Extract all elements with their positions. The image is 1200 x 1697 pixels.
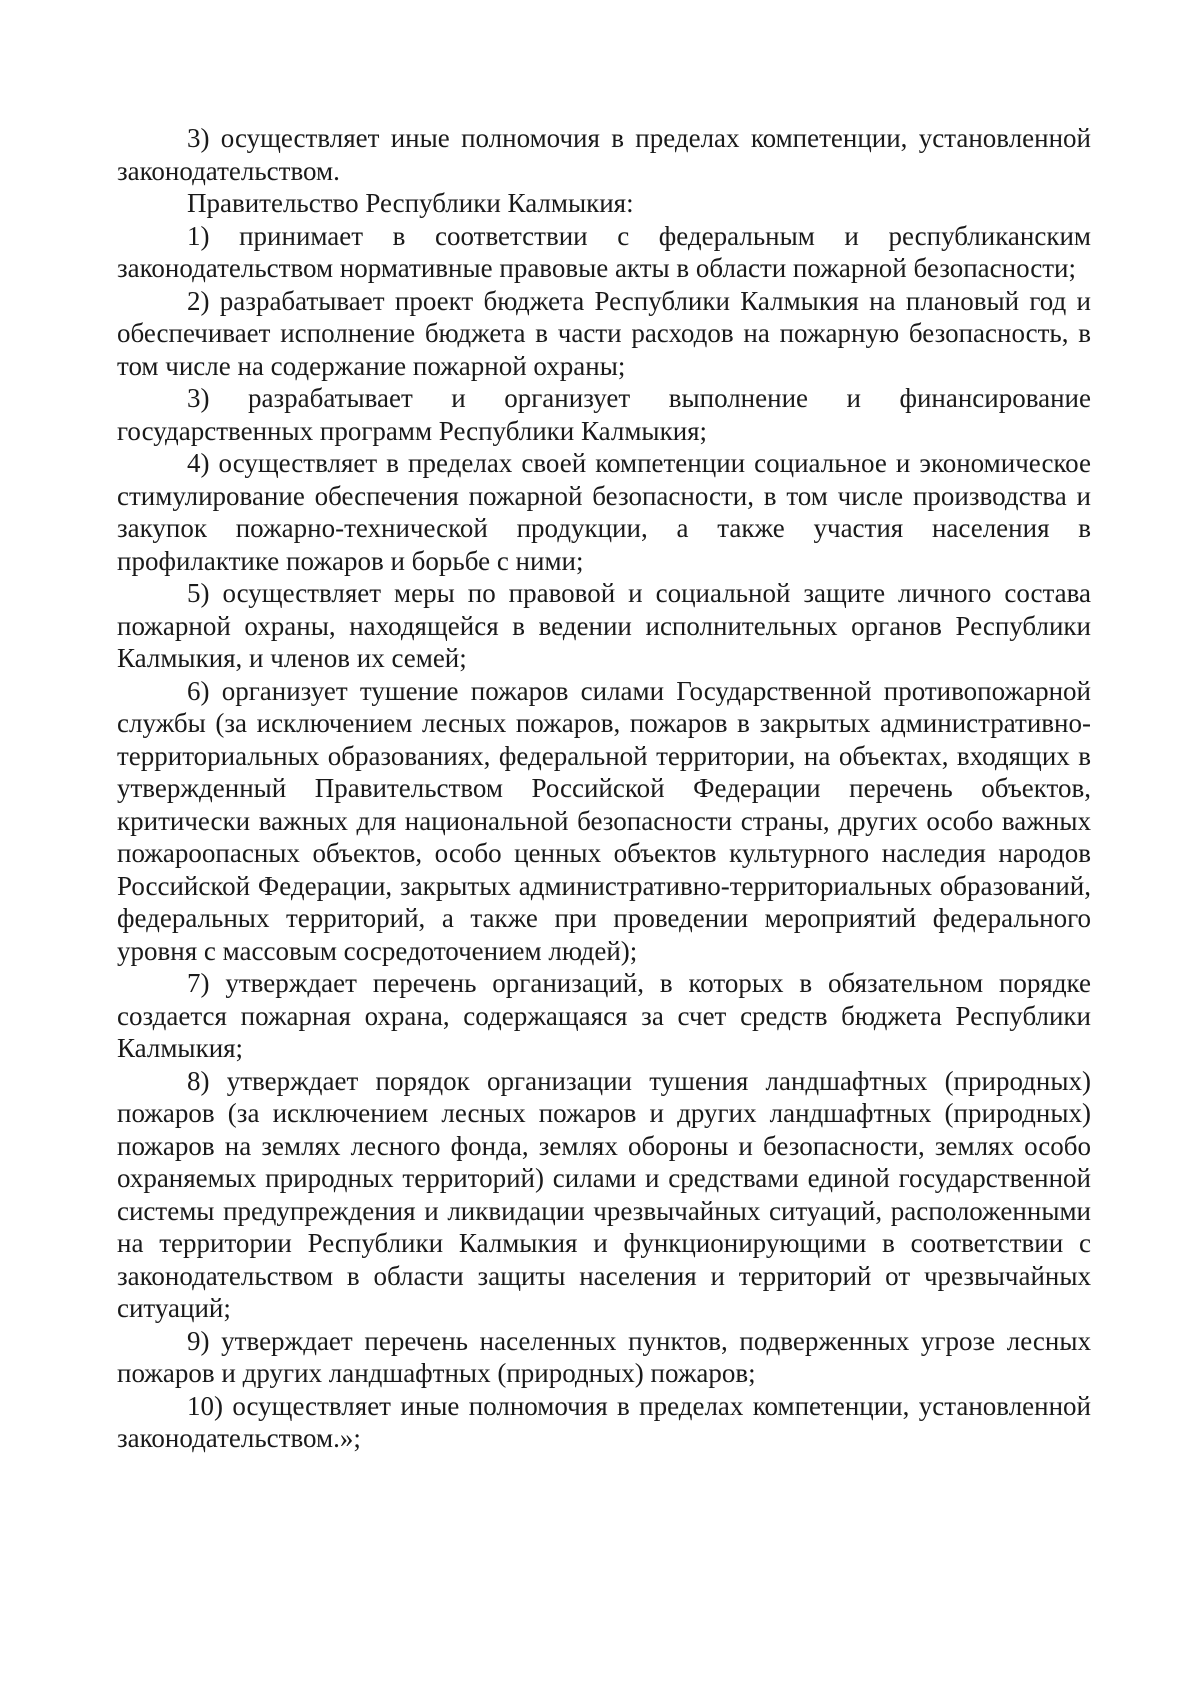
paragraph-item-3: 3) разрабатывает и организует выполнение и финансирование государственных программ Республики Калмыкия;	[117, 383, 1091, 446]
paragraph-item-8: 8) утверждает порядок организации тушения ландшафтных (природных) пожаров (за исключением лесных пожаров и других ландшафтных (природных) пожаров на землях лесного фонда, землях обороны и безопасности, землях особо охраняемых природных территорий) силами и средствами единой государственной системы предупреждения и ликвидации чрезвычайных ситуаций, расположенными на территории Республики Калмыкия и функционирующими в соответствии с законодательством в области защиты населения и территорий от чрезвычайных ситуаций;	[117, 1065, 1091, 1323]
paragraph-government-heading: Правительство Республики Калмыкия:	[187, 188, 634, 218]
paragraph-item-4: 4) осуществляет в пределах своей компетенции социальное и экономическое стимулирование обеспечения пожарной безопасности, в том числе производства и закупок пожарно-технической продукции, а также участия населения в профилактике пожаров и борьбе с ними;	[117, 448, 1091, 576]
paragraph-item-2: 2) разрабатывает проект бюджета Республики Калмыкия на плановый год и обеспечивает исполнение бюджета в части расходов на пожарную безопасность, в том числе на содержание пожарной охраны;	[117, 285, 1091, 381]
paragraph-item-10: 10) осуществляет иные полномочия в пределах компетенции, установленной законодательством.»;	[117, 1390, 1091, 1453]
paragraph-item-1: 1) принимает в соответствии с федеральным и республиканским законодательством нормативные правовые акты в области пожарной безопасности;	[117, 220, 1091, 283]
paragraph-item-5: 5) осуществляет меры по правовой и социальной защите личного состава пожарной охраны, находящейся в ведении исполнительных органов Республики Калмыкия, и членов их семей;	[117, 578, 1091, 673]
document-body	[117, 122, 1091, 1455]
paragraph-item-3-competence: 3) осуществляет иные полномочия в пределах компетенции, установленной законодательством.	[117, 123, 1091, 186]
paragraph-item-6: 6) организует тушение пожаров силами Государственной противопожарной службы (за исключением лесных пожаров, пожаров в закрытых административно-территориальных образованиях, федеральной территории, на объектах, входящих в утвержденный Правительством Российской Федерации перечень объектов, критически важных для национальной безопасности страны, других особо важных пожароопасных объектов, особо ценных объектов культурного наследия народов Российской Федерации, закрытых административно-территориальных образований, федеральных территорий, а также при проведении мероприятий федерального уровня с массовым сосредоточением людей);	[117, 675, 1091, 966]
paragraph-item-7: 7) утверждает перечень организаций, в которых в обязательном порядке создается пожарная охрана, содержащаяся за счет средств бюджета Республики Калмыкия;	[117, 968, 1091, 1063]
paragraph-item-9: 9) утверждает перечень населенных пунктов, подверженных угрозе лесных пожаров и других ландшафтных (природных) пожаров;	[117, 1325, 1091, 1388]
